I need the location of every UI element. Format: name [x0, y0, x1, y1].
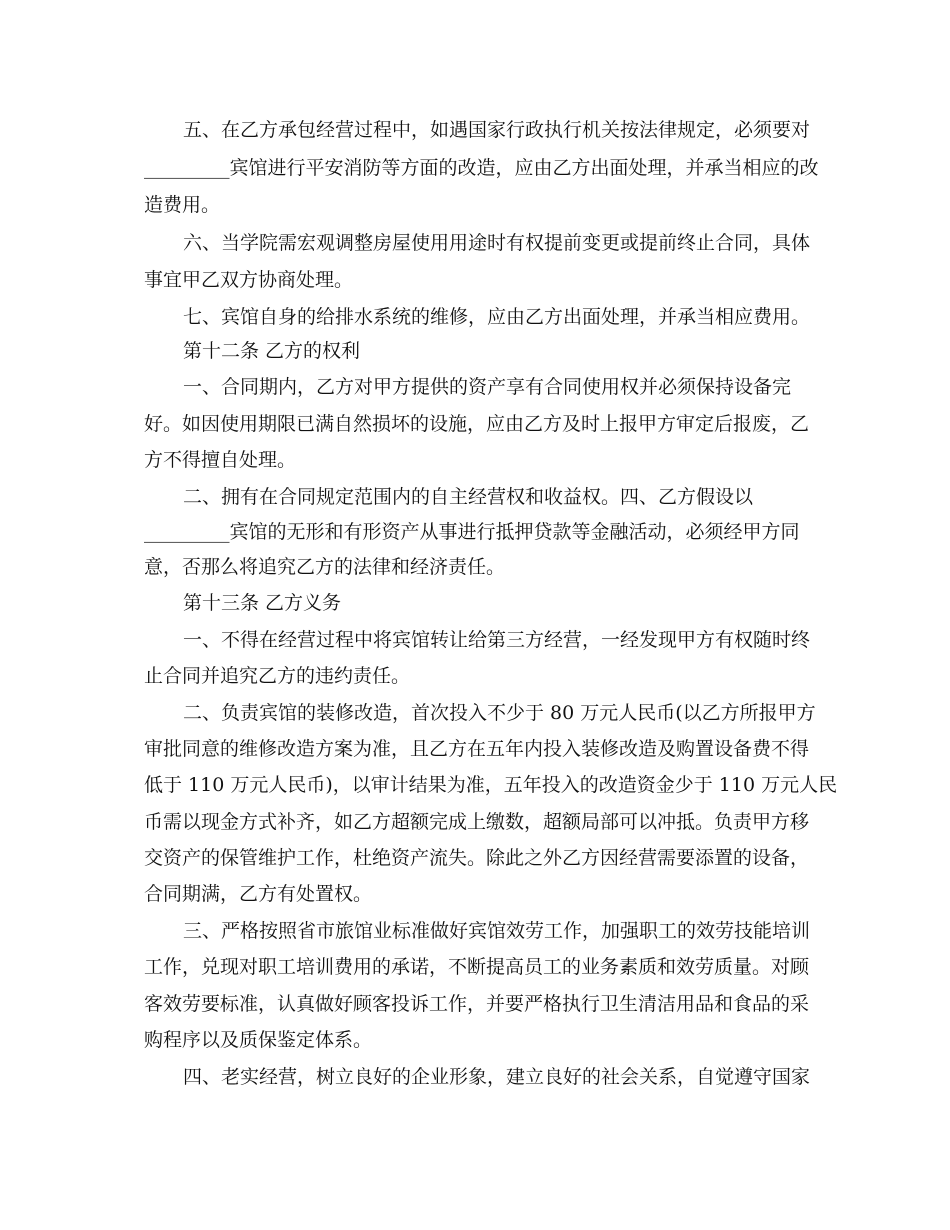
text-line: 六、当学院需宏观调整房屋使用用途时有权提前变更或提前终止合同，具体 [183, 232, 811, 254]
text-line: 止合同并追究乙方的违约责任。 [144, 665, 411, 687]
text-line: 合同期满，乙方有处置权。 [144, 883, 373, 905]
text-line: 一、合同期内，乙方对甲方提供的资产享有合同使用权并必须保持设备完 [183, 376, 792, 398]
section-heading: 第十二条 乙方的权利 [183, 340, 361, 362]
text-line: 五、在乙方承包经营过程中，如遇国家行政执行机关按法律规定，必须要对 [183, 119, 811, 141]
text-line: _________宾馆进行平安消防等方面的改造，应由乙方出面处理，并承当相应的改 [144, 157, 819, 179]
text-line: 方不得擅自处理。 [144, 449, 297, 471]
text-line: 工作，兑现对职工培训费用的承诺，不断提高员工的业务素质和效劳质量。对顾 [144, 956, 810, 978]
text-line: 好。如因使用期限已满自然损坏的设施，应由乙方及时上报甲方审定后报废，乙 [144, 413, 810, 435]
text-line: 二、负责宾馆的装修改造，首次投入不少于 80 万元人民币(以乙方所报甲方 [183, 702, 816, 724]
text-line: 币需以现金方式补齐，如乙方超额完成上缴数，超额局部可以冲抵。负责甲方移 [144, 811, 810, 833]
text-line: 七、宾馆自身的给排水系统的维修，应由乙方出面处理，并承当相应费用。 [183, 306, 811, 328]
text-line: 二、拥有在合同规定范围内的自主经营权和收益权。四、乙方假设以 [183, 486, 754, 508]
text-line: 低于 110 万元人民币)，以审计结果为准，五年投入的改造资金少于 110 万元人民 [144, 774, 838, 796]
text-line: _________宾馆的无形和有形资产从事进行抵押贷款等金融活动，必须经甲方同 [144, 521, 800, 543]
text-line: 一、不得在经营过程中将宾馆转让给第三方经营，一经发现甲方有权随时终 [183, 629, 811, 651]
text-line: 造费用。 [144, 194, 221, 216]
section-heading: 第十三条 乙方义务 [183, 592, 342, 614]
text-line: 意，否那么将追究乙方的法律和经济责任。 [144, 556, 506, 578]
text-line: 客效劳要标准，认真做好顾客投诉工作，并要严格执行卫生清洁用品和食品的采 [144, 993, 810, 1015]
text-line: 交资产的保管维护工作，杜绝资产流失。除此之外乙方因经营需要添置的设备， [144, 847, 810, 869]
text-line: 四、老实经营，树立良好的企业形象，建立良好的社会关系，自觉遵守国家 [183, 1066, 811, 1088]
text-line: 三、严格按照省市旅馆业标准做好宾馆效劳工作，加强职工的效劳技能培训 [183, 920, 811, 942]
text-line: 事宜甲乙双方协商处理。 [144, 269, 354, 291]
text-line: 购程序以及质保鉴定体系。 [144, 1029, 373, 1051]
text-line: 审批同意的维修改造方案为准，且乙方在五年内投入装修改造及购置设备费不得 [144, 738, 810, 760]
